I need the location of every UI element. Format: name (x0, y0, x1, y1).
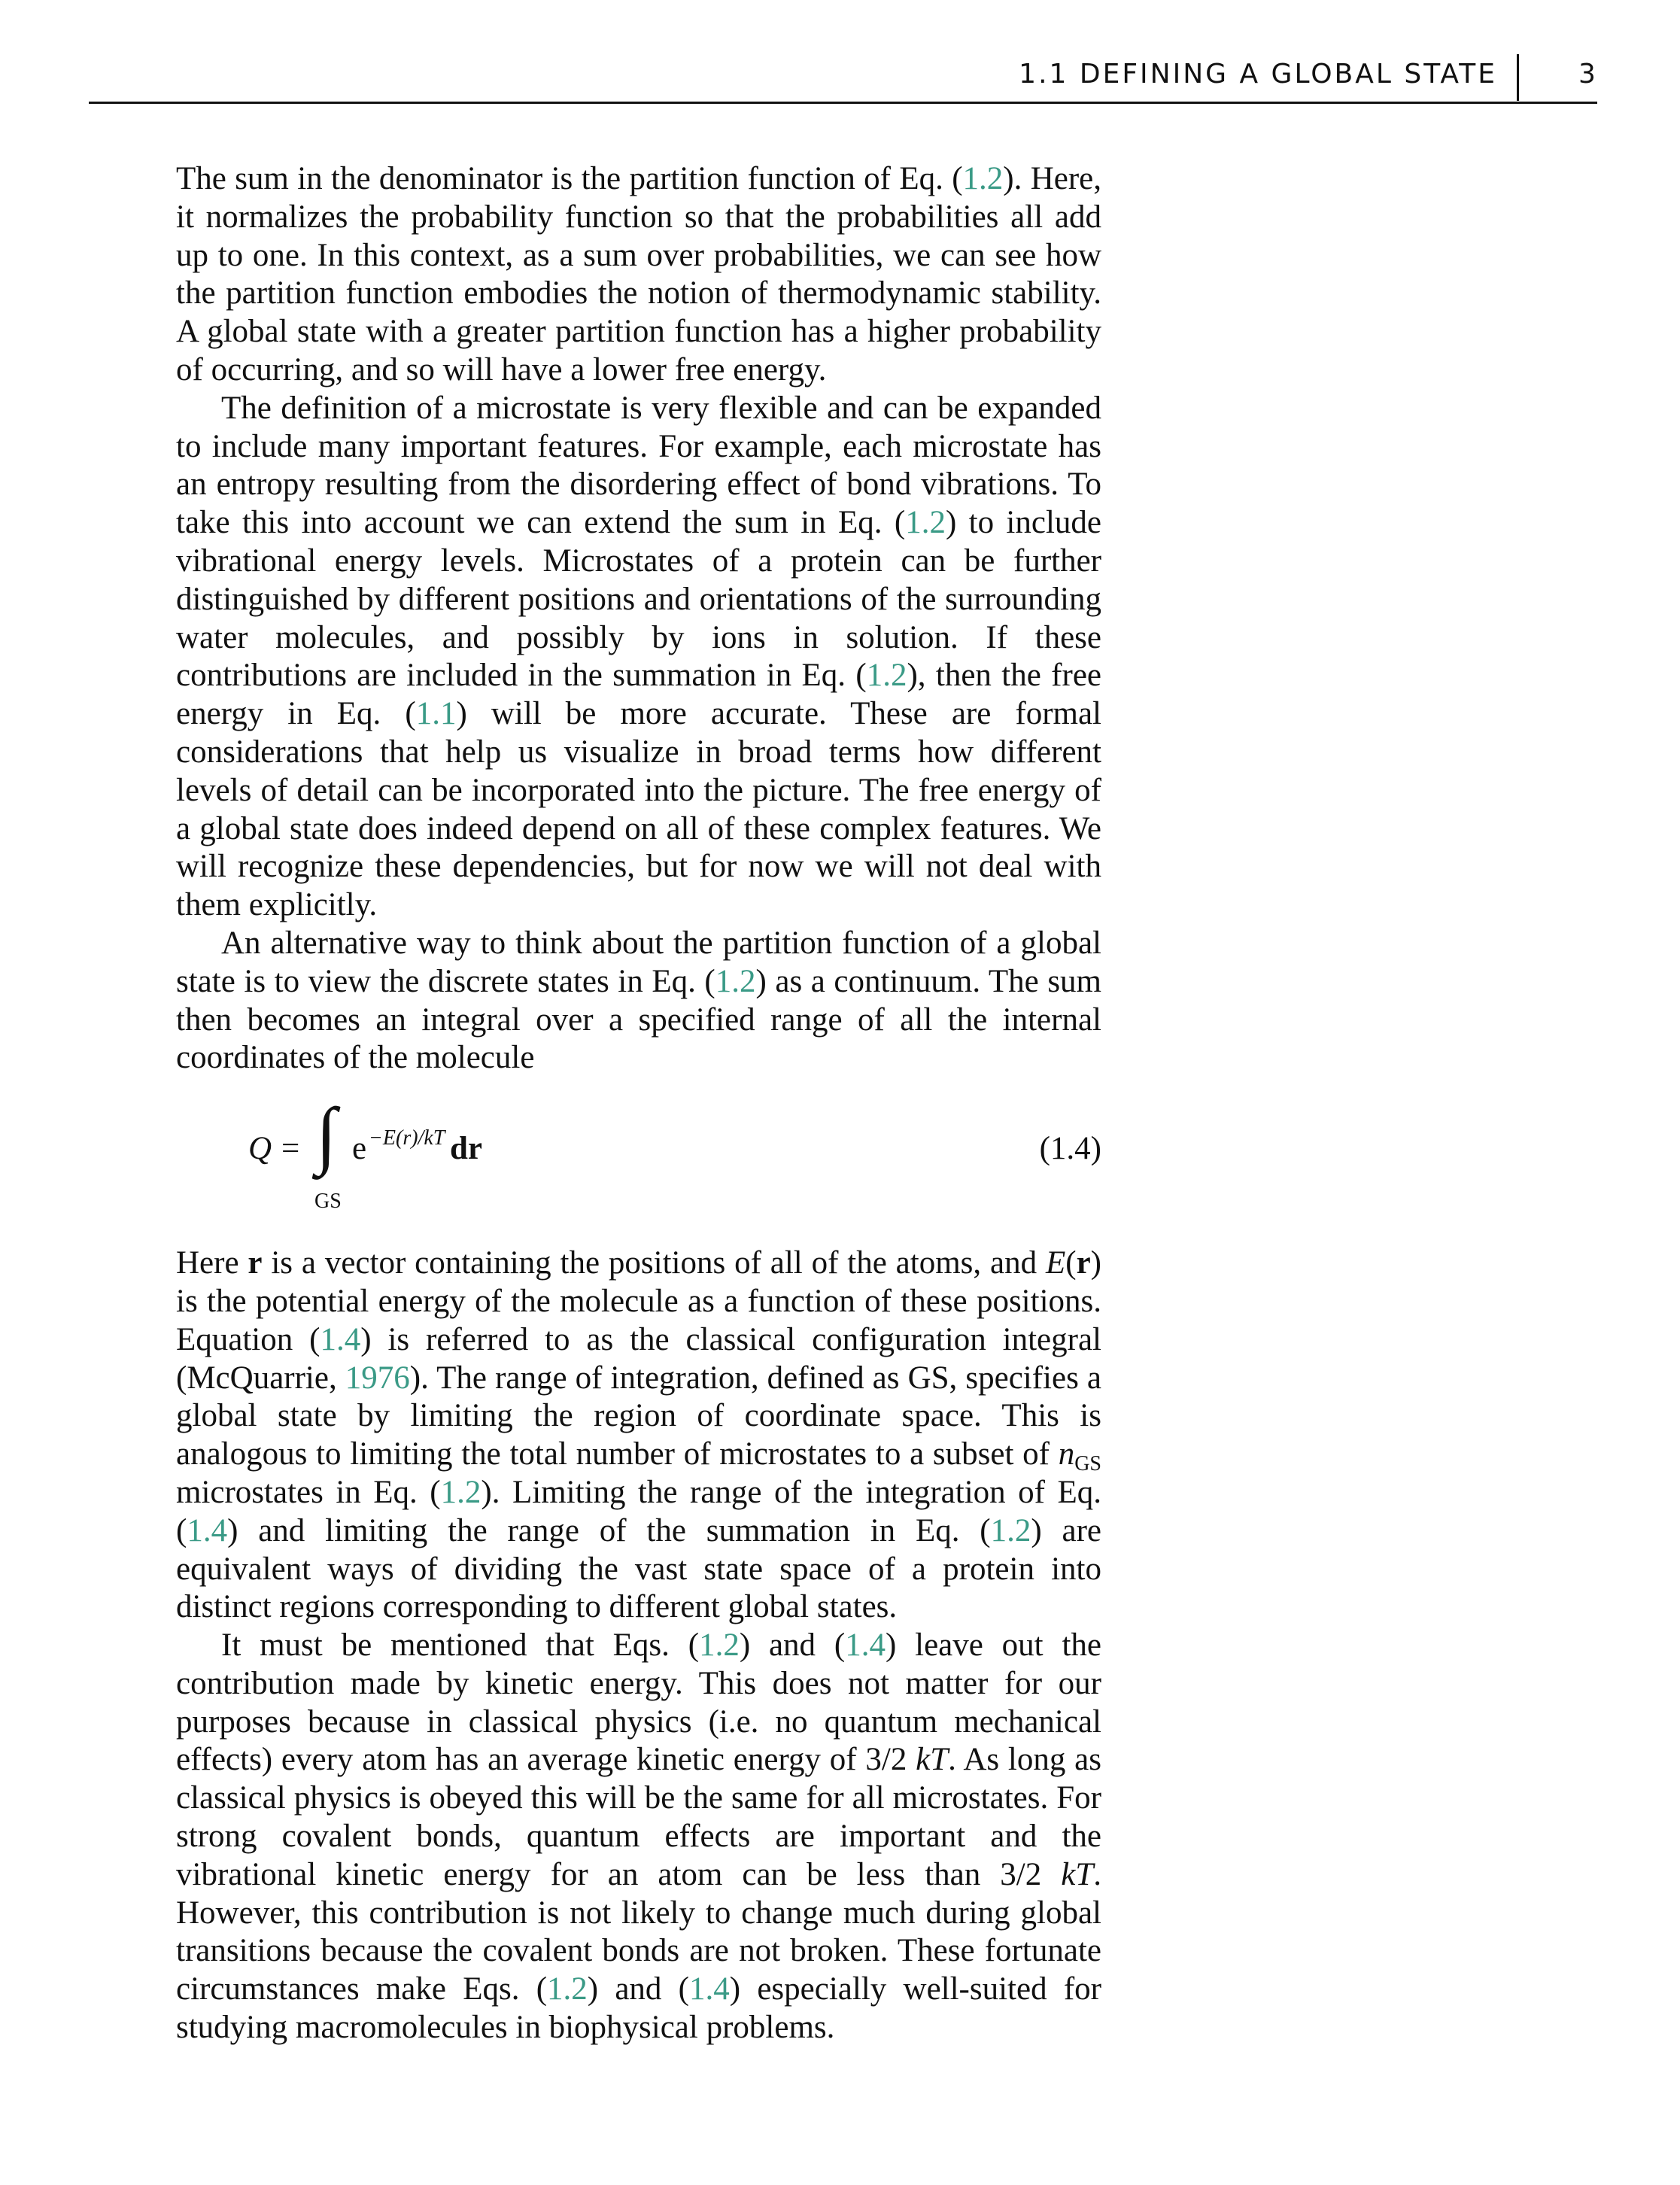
text-span: The definition of a microstate is very flexible and can be expanded to include many important features. For example, each microstate has an entropy resulting from the disordering effect of bond vibrations. To take this into account we can extend the sum in Eq. ( (176, 390, 1101, 541)
vector-r: r (248, 1245, 263, 1281)
paragraph-5 (176, 1627, 1101, 2047)
header-separator (1517, 54, 1519, 101)
running-head (0, 54, 1597, 99)
differential: dr (450, 1131, 482, 1167)
page-number: 3 (1578, 59, 1596, 90)
exponential-base: e (352, 1131, 367, 1167)
text-span: ) especially well-suited for studying macromolecules in biophysical problems. (176, 1971, 1101, 2046)
symbol-n: n (1058, 1436, 1075, 1472)
eq-ref-1-4[interactable]: 1.4 (845, 1627, 886, 1664)
text-span: ). Limiting the range of the integration of Eq. ( (176, 1474, 1101, 1548)
section-title: 1.1 DEFINING A GLOBAL STATE (1019, 59, 1497, 90)
eq-ref-1-4[interactable]: 1.4 (320, 1321, 361, 1357)
eq-ref-1-2[interactable]: 1.2 (715, 963, 756, 999)
eq-ref-1-4[interactable]: 1.4 (689, 1971, 730, 2007)
eq-ref-1-2[interactable]: 1.2 (866, 658, 907, 694)
text-span: ( (1065, 1245, 1077, 1281)
equation-equals: = (281, 1131, 300, 1167)
paragraph-4 (176, 1244, 1101, 1627)
eq-ref-1-2[interactable]: 1.2 (699, 1627, 740, 1664)
citation-1976[interactable]: 1976 (345, 1360, 410, 1396)
symbol-kT: kT (916, 1742, 949, 1778)
text-span: ) is the potential energy of the molecule as a function of these positions. Equation ( (176, 1245, 1101, 1357)
subscript-gs: GS (1074, 1452, 1101, 1476)
text-span: ) leave out the contribution made by kinetic energy. This does not matter for our purposes because in classical physics (i.e. no quantum mechanical effects) every atom has an average kinetic energy of 3/2 (176, 1627, 1101, 1778)
symbol-E: E (1045, 1245, 1066, 1281)
text-span: ) and ( (587, 1971, 690, 2007)
text-span: An alternative way to think about the partition function of a global state is to view the discrete states in Eq. ( (176, 925, 1101, 999)
paragraph-2 (176, 390, 1101, 925)
eq-ref-1-2[interactable]: 1.2 (962, 161, 1004, 196)
text-span: ) will be more accurate. These are formal considerations that help us visualize in broad terms how different levels of detail can be incorporated into the picture. The free energy of a global state does indeed depend on all of these complex features. We will recognize these dependencies, but for now we will not deal with them explicitly. (176, 696, 1101, 923)
eq-ref-1-1[interactable]: 1.1 (415, 696, 457, 732)
text-span: ) as a continuum. The sum then becomes an integral over a specified range of all the internal coordinates of the molecule (176, 963, 1102, 1076)
paragraph-1 (176, 160, 1101, 390)
integral-sign: ∫ (316, 1092, 337, 1177)
text-span: ) to include vibrational energy levels. Microstates of a protein can be further distinguished by different positions and orientations of the surrounding water molecules, and possibly by ions in solution. If these contributions are included in the summation in Eq. ( (176, 505, 1101, 694)
text-span: ) is referred to as the classical configuration integral (McQuarrie, (176, 1321, 1101, 1396)
text-span: ) and ( (739, 1627, 846, 1664)
paragraph-3 (176, 925, 1101, 1077)
text-span: ) and limiting the range of the summation in Eq. ( (227, 1512, 991, 1548)
text-span: ). The range of integration, defined as GS, specifies a global state by limiting the region of coordinate space. This is analogous to limiting the total number of microstates to a subset of (176, 1360, 1101, 1472)
vector-r: r (1076, 1245, 1091, 1281)
text-span: ), then the free energy in Eq. ( (176, 658, 1101, 732)
exponent: −E(r)/kT (369, 1126, 445, 1150)
text-span: . However, this contribution is not likely to change much during global transitions because the covalent bonds are not broken. These fortunate circumstances make Eqs. ( (176, 1856, 1101, 2007)
text-span: ) are equivalent ways of dividing the vast state space of a protein into distinct regions corresponding to different global states. (176, 1512, 1101, 1625)
equation-number: (1.4) (1039, 1131, 1101, 1167)
eq-ref-1-4[interactable]: 1.4 (187, 1512, 228, 1548)
text-span: ). Here, it normalizes the probability function so that the probabilities all add up to one. In this context, as a sum over probabilities, we can see how the partition function embodies the notion of thermodynamic stability. A global state with a greater partition function has a higher probability of occurring, and so will have a lower free energy. (176, 161, 1101, 387)
eq-ref-1-2[interactable]: 1.2 (905, 505, 946, 541)
symbol-kT: kT (1061, 1856, 1094, 1892)
eq-ref-1-2[interactable]: 1.2 (990, 1512, 1031, 1548)
body-text (176, 160, 1101, 2047)
eq-ref-1-2[interactable]: 1.2 (440, 1474, 482, 1510)
text-span: is a vector containing the positions of all of the atoms, and (262, 1245, 1046, 1281)
text-span: The sum in the denominator is the partition function of Eq. ( (176, 161, 963, 196)
text-span: . As long as classical physics is obeyed this will be the same for all microstates. For strong covalent bonds, quantum effects are important and the vibrational kinetic energy for an atom can be less than 3/2 (176, 1742, 1101, 1892)
integral-subscript: GS (314, 1190, 342, 1214)
text-span: microstates in Eq. ( (176, 1474, 441, 1510)
text-span: It must be mentioned that Eqs. ( (221, 1627, 700, 1664)
eq-ref-1-2[interactable]: 1.2 (547, 1971, 588, 2007)
equation-lhs: Q (248, 1131, 272, 1167)
text-span: Here (176, 1245, 248, 1281)
header-rule (89, 102, 1597, 104)
equation-1-4 (176, 1077, 1101, 1244)
